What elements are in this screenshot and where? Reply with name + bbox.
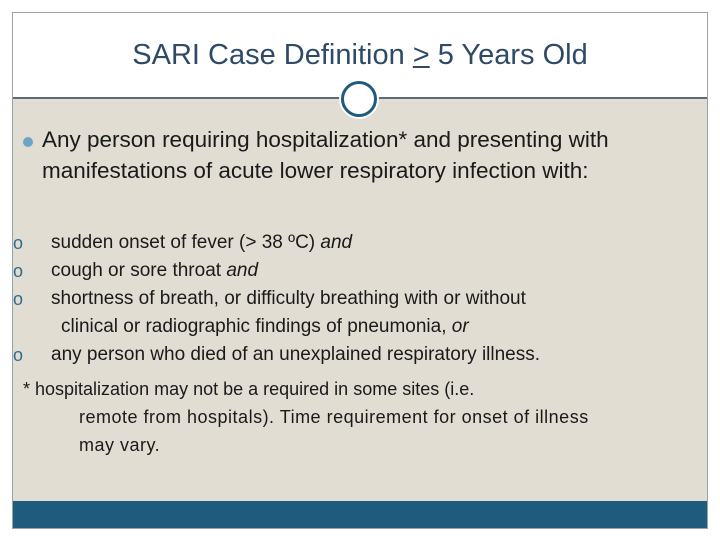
sub-item-text: shortness of breath, or difficulty breathing with or without xyxy=(51,288,526,309)
sub-item-cough xyxy=(13,257,691,285)
sub-item-text: sudden onset of fever (> 38 ºC) xyxy=(51,232,321,253)
bullet-dot-icon xyxy=(23,137,33,147)
hollow-bullet-icon: o xyxy=(13,289,24,309)
lead-bullet-text: Any person requiring hospitalization* and presenting with manifestations of acute lower respiratory infection with: xyxy=(42,127,609,183)
sub-item-text: any person who died of an unexplained respiratory illness. xyxy=(51,344,541,365)
hollow-bullet-icon: o xyxy=(13,233,24,253)
footer-bar xyxy=(13,501,707,528)
sub-item-breath xyxy=(13,285,691,341)
footnote-line-3: may vary. xyxy=(79,435,161,455)
title-suffix: 5 Years Old xyxy=(429,39,588,71)
content-area xyxy=(13,99,707,501)
slide-title xyxy=(13,39,707,72)
slide-frame xyxy=(12,12,708,529)
title-prefix: SARI Case Definition xyxy=(132,39,413,71)
sub-item-text-cont: clinical or radiographic findings of pneumonia, xyxy=(61,316,452,337)
sub-item-died xyxy=(13,341,691,369)
title-symbol: > xyxy=(412,39,430,71)
sub-item-text: cough or sore throat xyxy=(51,260,227,281)
sub-item-conjunction: and xyxy=(320,232,353,253)
sub-item-fever xyxy=(13,229,691,257)
hollow-bullet-icon: o xyxy=(13,261,24,281)
circle-ornament-icon xyxy=(341,81,377,117)
footnote-line-1: * hospitalization may not be a required in some sites (i.e. xyxy=(23,379,475,399)
sub-item-conjunction: and xyxy=(226,260,259,281)
footnote xyxy=(23,375,701,459)
sub-item-conjunction: or xyxy=(451,316,469,337)
hollow-bullet-icon: o xyxy=(13,345,24,365)
footnote-line-2: remote from hospitals). Time requirement for onset of illness xyxy=(79,407,589,427)
